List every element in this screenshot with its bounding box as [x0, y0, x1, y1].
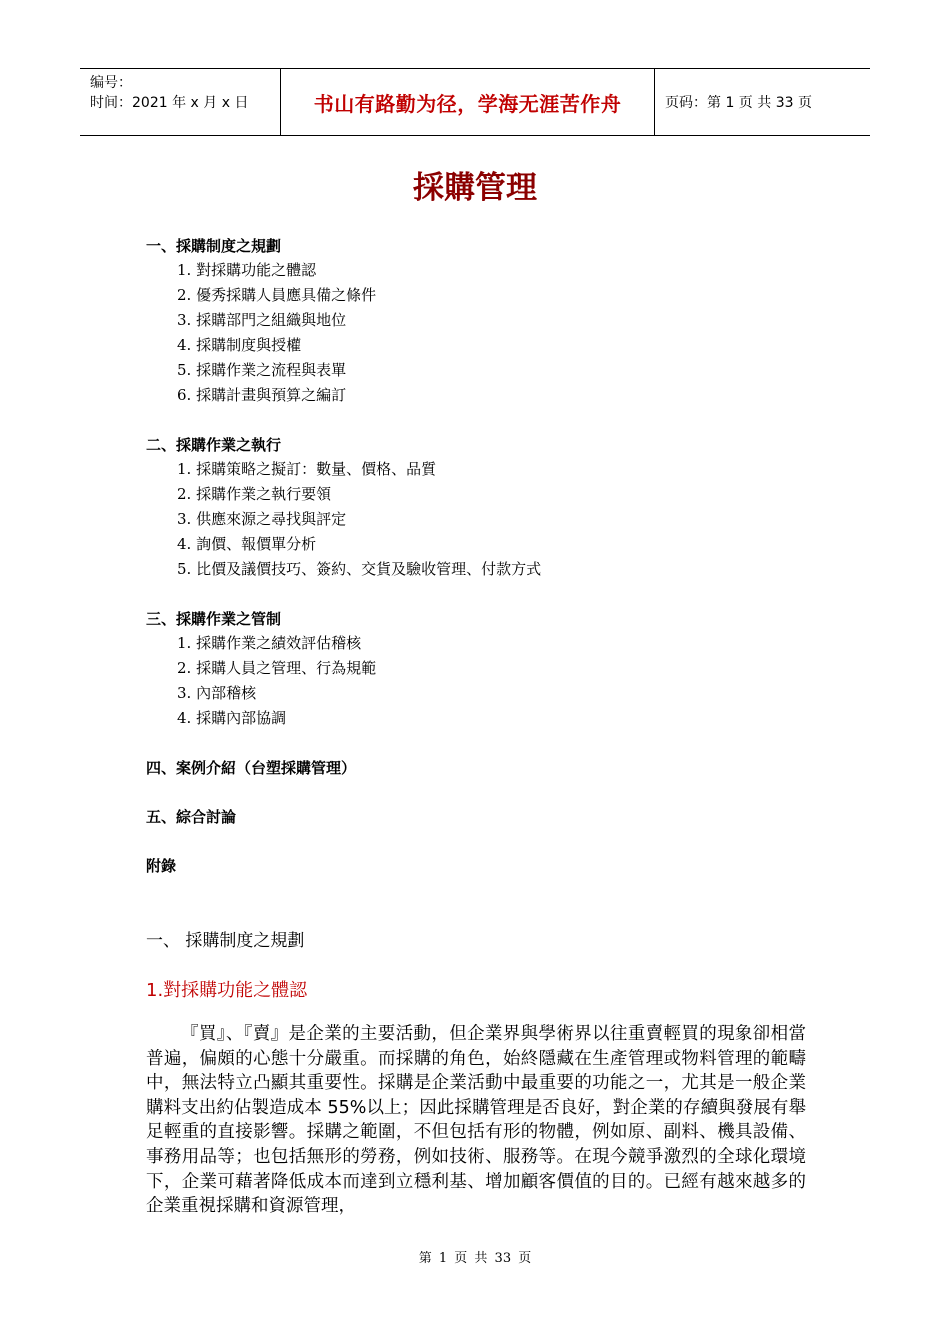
toc-item: 2. 優秀採購人員應具備之條件: [177, 286, 377, 304]
toc-item: 1. 採購作業之績效評估稽核: [177, 634, 362, 652]
document-header: [80, 68, 870, 136]
toc-section-heading: 二、採購作業之執行: [146, 436, 282, 454]
page-footer: 第 1 页 共 33 页: [418, 1251, 532, 1266]
toc-spacer: [146, 408, 541, 433]
toc-item: 3. 供應來源之尋找與評定: [177, 510, 347, 528]
toc-item: 5. 採購作業之流程與表單: [177, 361, 347, 379]
toc-item: 5. 比價及議價技巧、簽約、交貨及驗收管理、付款方式: [177, 560, 542, 578]
toc-item: 4. 採購制度與授權: [177, 336, 302, 354]
body-section-heading: 一、 採購制度之規劃: [146, 931, 305, 951]
header-page-info: 页码：第 1 页 共 33 页: [665, 95, 812, 111]
body-paragraph: 『買』、『賣』是企業的主要活動，但企業界與學術界以往重賣輕買的現象卻相當普遍，偏頗的心態十分嚴重。而採購的角色，始終隱藏在生產管理或物料管理的範疇中，無法特立凸顯其重要性。採購是企業活動中最重要的功能之一，尤其是一般企業購料支出約佔製造成本 55%以上；因此採購管理是否良好，對企業的存續與發展有舉足輕重的直接影響。採購之範圍，不但包括有形的物體，例如原、副料、機具設備、事務用品等；也包括無形的勞務，例如技術、服務等。在現今競爭激烈的全球化環境下，企業可藉著降低成本而達到立穩利基、增加顧客價值的目的。已經有越來越多的企業重視採購和資源管理，: [146, 1024, 806, 1217]
header-meta-cell: [80, 69, 281, 135]
toc-item: 6. 採購計畫與預算之編訂: [177, 386, 347, 404]
toc-section-heading: 附錄: [146, 857, 177, 875]
toc-item: 4. 詢價、報價單分析: [177, 535, 317, 553]
page-title: 採購管理: [413, 170, 537, 206]
document-number-label: 编号：: [90, 75, 132, 91]
toc-section-heading: 四、案例介紹（台塑採購管理）: [146, 759, 357, 777]
toc-item: 3. 內部稽核: [177, 684, 257, 702]
toc-section-heading: 一、採購制度之規劃: [146, 237, 282, 255]
toc-item: 4. 採購內部協調: [177, 709, 287, 727]
toc-spacer: [146, 780, 541, 805]
toc-item: 1. 採購策略之擬訂：數量、價格、品質: [177, 460, 437, 478]
toc-item: 3. 採購部門之組織與地位: [177, 311, 347, 329]
toc-item: 2. 採購作業之執行要領: [177, 485, 332, 503]
document-time-label: 时间：2021 年 x 月 x 日: [90, 95, 249, 111]
table-of-contents: [146, 234, 541, 878]
toc-spacer: [146, 829, 541, 854]
toc-section-heading: 五、綜合討論: [146, 808, 237, 826]
header-motto: 书山有路勤为径，学海无涯苦作舟: [281, 69, 655, 135]
toc-section-heading: 三、採購作業之管制: [146, 610, 282, 628]
toc-spacer: [146, 731, 541, 756]
body-sub-heading: 1.對採購功能之體認: [146, 980, 308, 1001]
toc-spacer: [146, 582, 541, 607]
toc-item: 2. 採購人員之管理、行為規範: [177, 659, 377, 677]
toc-item: 1. 對採購功能之體認: [177, 261, 317, 279]
